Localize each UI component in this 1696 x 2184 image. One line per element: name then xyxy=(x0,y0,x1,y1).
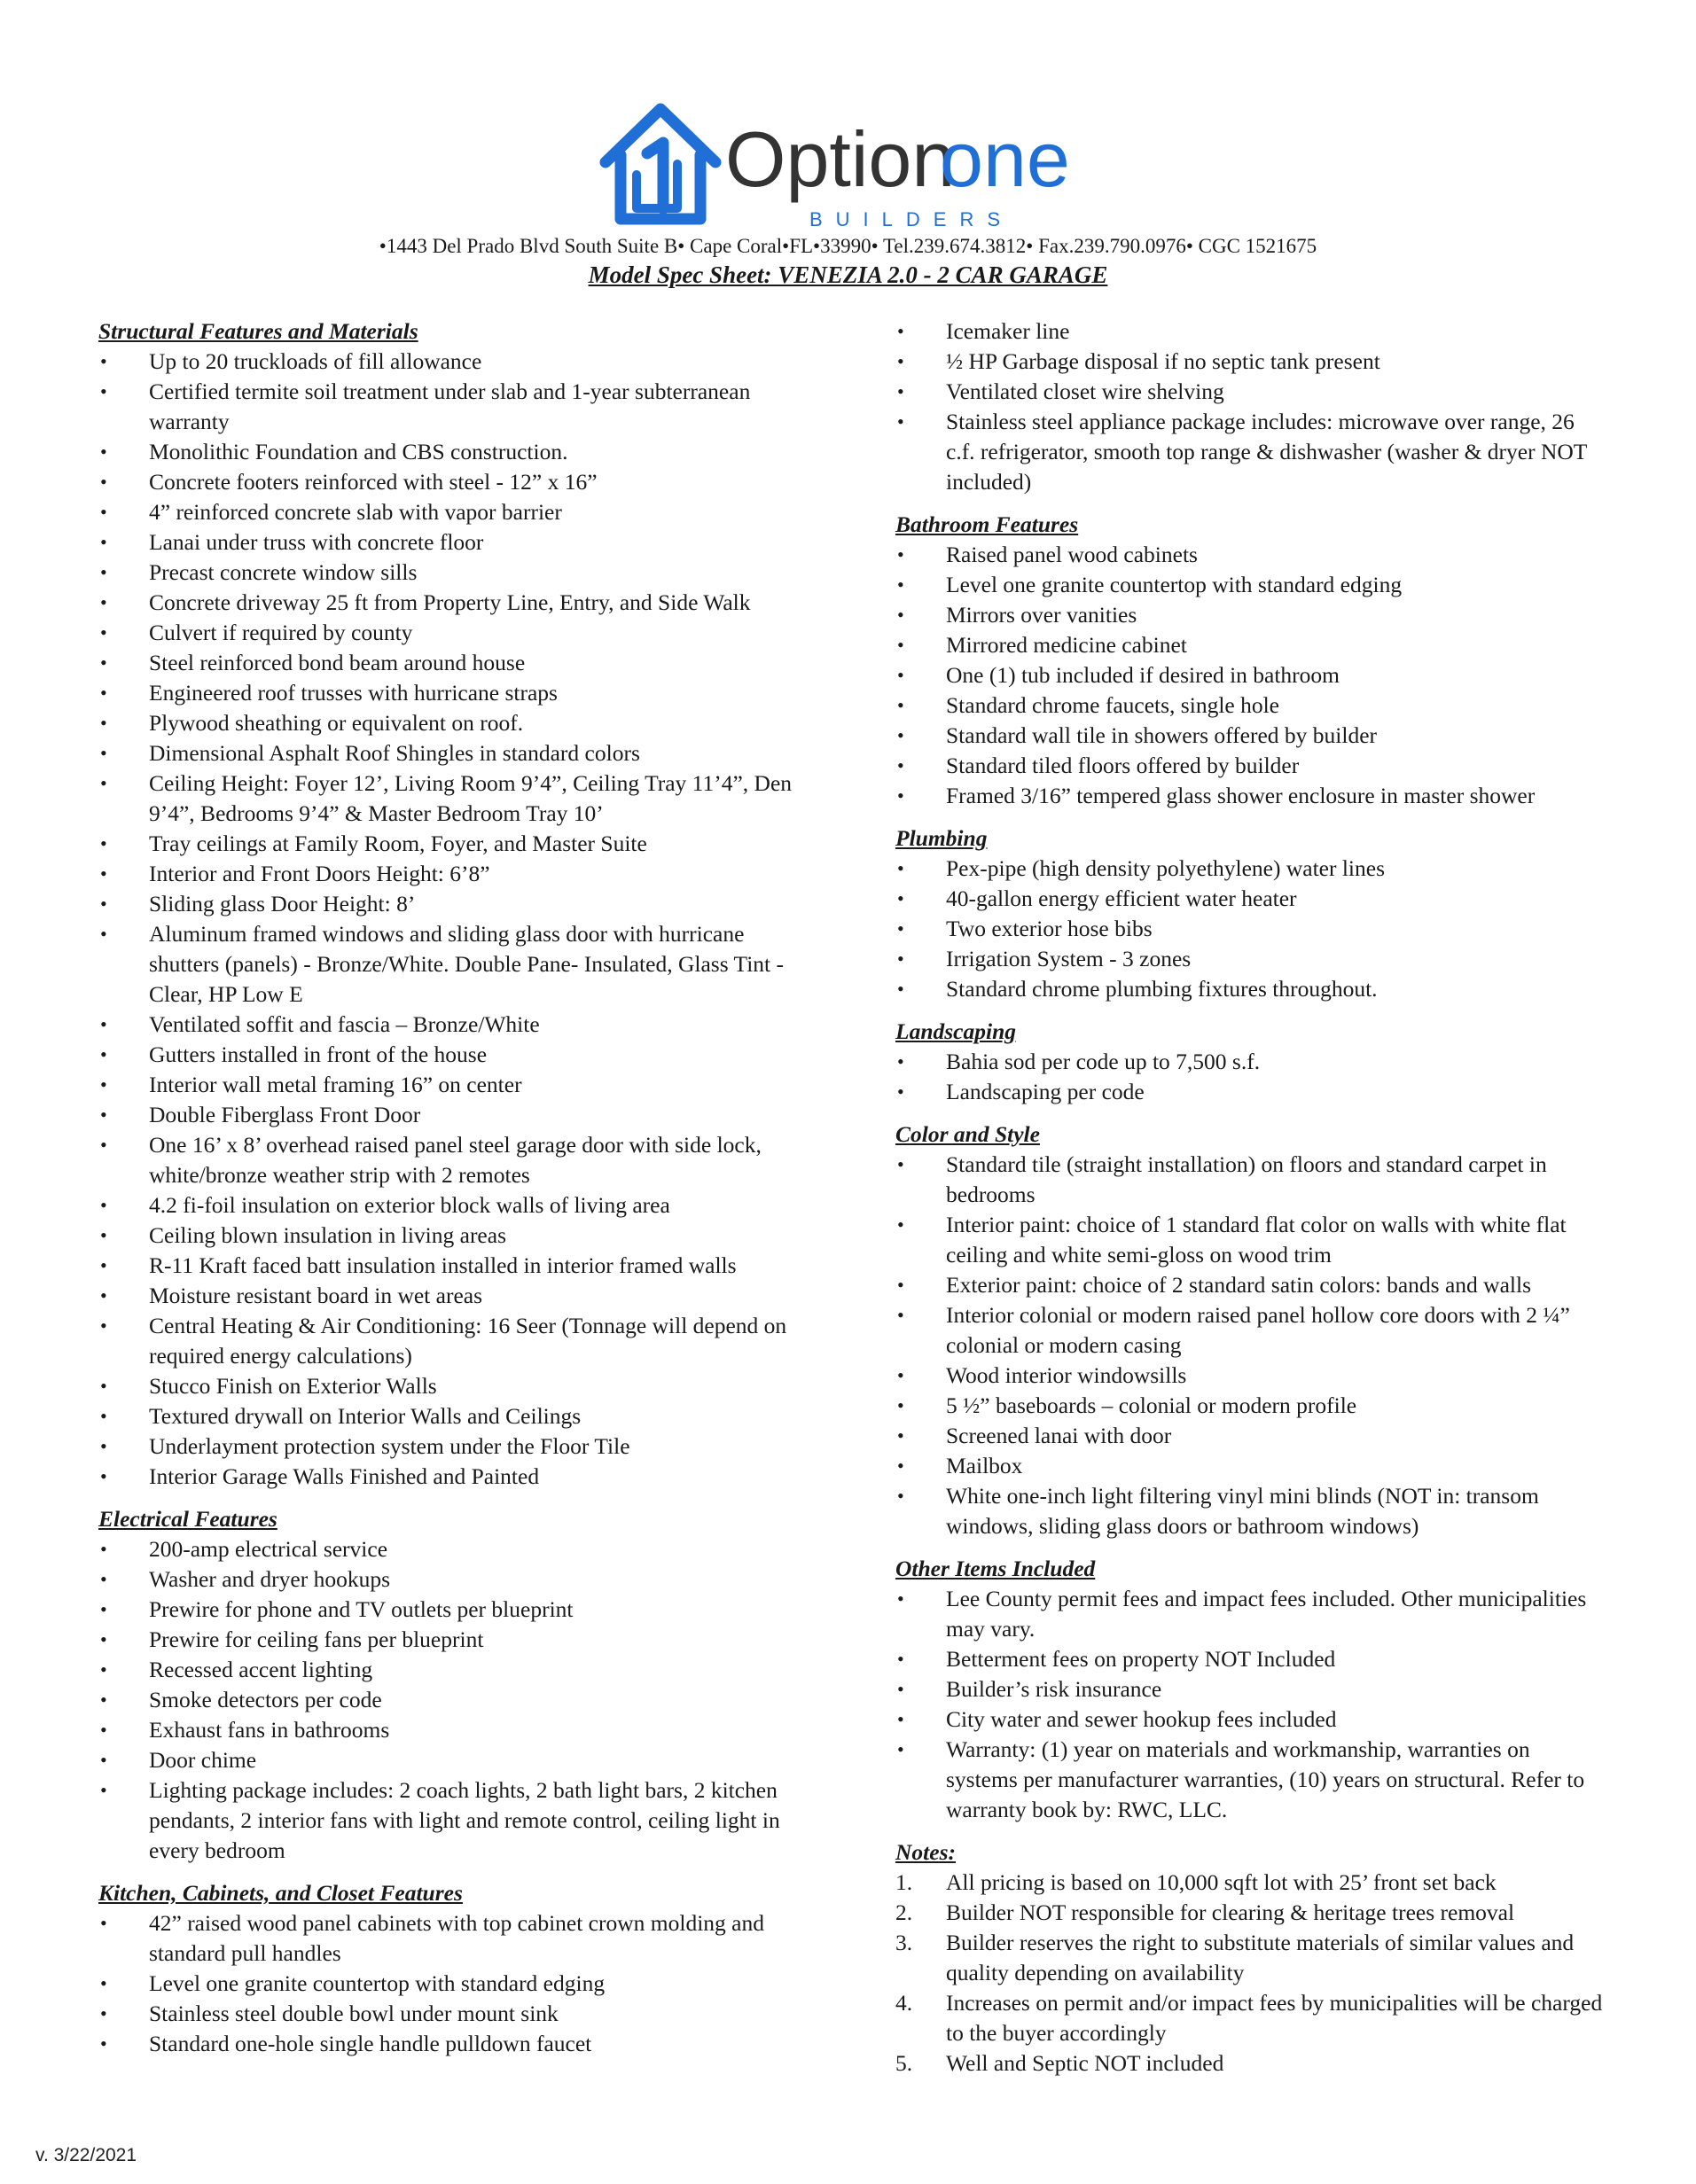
list-item: • Stainless steel appliance package includes: microwave over range, 26 c.f. refrigerator, smooth top range & dishwasher (washer & dryer NOT included) xyxy=(895,407,1605,497)
section-title-plumbing: Plumbing xyxy=(895,825,988,851)
note-number: 4. xyxy=(895,1990,913,2016)
brand-subtitle: BUILDERS xyxy=(809,208,1014,230)
list-item: • Ceiling blown insulation in living areas xyxy=(98,1221,808,1251)
list-item: • Standard one-hole single handle pulldown faucet xyxy=(98,2029,808,2059)
note-number: 1. xyxy=(895,1869,913,1895)
note-item xyxy=(895,1898,1605,1928)
note-text: All pricing is based on 10,000 sqft lot with 25’ front set back xyxy=(946,1869,1497,1895)
landscaping-list xyxy=(895,1047,1605,1107)
list-item: • Door chime xyxy=(98,1745,808,1775)
list-item: • Interior wall metal framing 16” on center xyxy=(98,1070,808,1100)
section-title-bathroom: Bathroom Features xyxy=(895,511,1079,537)
notes-list xyxy=(895,1868,1605,2079)
list-item: • 200-amp electrical service xyxy=(98,1534,808,1564)
section-title-electrical: Electrical Features xyxy=(98,1506,277,1532)
list-item: • Washer and dryer hookups xyxy=(98,1564,808,1595)
list-item: • Stucco Finish on Exterior Walls xyxy=(98,1371,808,1401)
list-item: • Dimensional Asphalt Roof Shingles in standard colors xyxy=(98,738,808,768)
version-label: v. 3/22/2021 xyxy=(35,2145,137,2165)
list-item: • One 16’ x 8’ overhead raised panel steel garage door with side lock, white/bronze weather strip with 2 remotes xyxy=(98,1130,808,1190)
list-item: • Two exterior hose bibs xyxy=(895,914,1605,944)
list-item: • Standard chrome faucets, single hole xyxy=(895,690,1605,721)
list-item: • Level one granite countertop with standard edging xyxy=(98,1969,808,1999)
list-item: • Culvert if required by county xyxy=(98,618,808,648)
left-column xyxy=(98,316,808,2071)
note-text: Well and Septic NOT included xyxy=(946,2050,1224,2076)
list-item: • Screened lanai with door xyxy=(895,1421,1605,1451)
list-item: • White one-inch light filtering vinyl mini blinds (NOT in: transom windows, sliding glass doors or bathroom windows) xyxy=(895,1481,1605,1541)
note-item xyxy=(895,1988,1605,2048)
list-item: • Up to 20 truckloads of fill allowance xyxy=(98,347,808,377)
list-item: • 5 ½” baseboards – colonial or modern profile xyxy=(895,1391,1605,1421)
list-item: • Icemaker line xyxy=(895,316,1605,347)
letterhead xyxy=(0,93,1696,350)
list-item: • Mirrors over vanities xyxy=(895,600,1605,630)
right-column xyxy=(895,316,1605,2091)
list-item: • 4” reinforced concrete slab with vapor barrier xyxy=(98,497,808,527)
list-item: • Interior paint: choice of 1 standard flat color on walls with white flat ceiling and white semi-gloss on wood trim xyxy=(895,1210,1605,1270)
list-item: • Standard tile (straight installation) on floors and standard carpet in bedrooms xyxy=(895,1150,1605,1210)
list-item: • Ventilated closet wire shelving xyxy=(895,377,1605,407)
list-item: • Landscaping per code xyxy=(895,1077,1605,1107)
kitchen-list-continued xyxy=(895,316,1605,497)
kitchen-list xyxy=(98,1908,808,2059)
list-item: • Interior and Front Doors Height: 6’8” xyxy=(98,859,808,889)
list-item: • Gutters installed in front of the house xyxy=(98,1040,808,1070)
list-item: • Recessed accent lighting xyxy=(98,1655,808,1685)
list-item: • Ceiling Height: Foyer 12’, Living Room 9’4”, Ceiling Tray 11’4”, Den 9’4”, Bedrooms 9’4” & Master Bedroom Tray 10’ xyxy=(98,768,808,829)
list-item: • Tray ceilings at Family Room, Foyer, and Master Suite xyxy=(98,829,808,859)
list-item: • Double Fiberglass Front Door xyxy=(98,1100,808,1130)
list-item: • Stainless steel double bowl under mount sink xyxy=(98,1999,808,2029)
list-item: • Textured drywall on Interior Walls and Ceilings xyxy=(98,1401,808,1431)
note-number: 5. xyxy=(895,2050,913,2076)
note-text: Builder NOT responsible for clearing & heritage trees removal xyxy=(946,1899,1515,1925)
company-address: •1443 Del Prado Blvd South Suite B• Cape Coral•FL•33990• Tel.239.674.3812• Fax.239.790.0976• CGC 1521675 xyxy=(379,235,1317,257)
list-item: • 42” raised wood panel cabinets with top cabinet crown molding and standard pull handles xyxy=(98,1908,808,1969)
list-item: • R-11 Kraft faced batt insulation installed in interior framed walls xyxy=(98,1251,808,1281)
section-title-other-items: Other Items Included xyxy=(895,1556,1096,1581)
list-item: • Lanai under truss with concrete floor xyxy=(98,527,808,558)
note-number: 2. xyxy=(895,1899,913,1925)
list-item: • Monolithic Foundation and CBS construction. xyxy=(98,437,808,467)
list-item: • Standard tiled floors offered by builder xyxy=(895,751,1605,781)
list-item: • Irrigation System - 3 zones xyxy=(895,944,1605,974)
note-text: Builder reserves the right to substitute materials of similar values and quality depending on availability xyxy=(946,1930,1575,1985)
note-item xyxy=(895,2048,1605,2079)
section-title-landscaping: Landscaping xyxy=(895,1018,1017,1044)
brand-word-one: one xyxy=(940,115,1070,203)
list-item: • Smoke detectors per code xyxy=(98,1685,808,1715)
note-item xyxy=(895,1868,1605,1898)
list-item: • Steel reinforced bond beam around house xyxy=(98,648,808,678)
list-item: • Standard wall tile in showers offered by builder xyxy=(895,721,1605,751)
structural-list xyxy=(98,347,808,1492)
list-item: • Wood interior windowsills xyxy=(895,1361,1605,1391)
list-item: • Exterior paint: choice of 2 standard satin colors: bands and walls xyxy=(895,1270,1605,1300)
list-item: • Prewire for ceiling fans per blueprint xyxy=(98,1625,808,1655)
list-item: • Raised panel wood cabinets xyxy=(895,540,1605,570)
list-item: • Betterment fees on property NOT Included xyxy=(895,1644,1605,1674)
list-item: • One (1) tub included if desired in bathroom xyxy=(895,660,1605,690)
model-spec-title: Model Spec Sheet: VENEZIA 2.0 - 2 CAR GARAGE xyxy=(588,261,1108,288)
list-item: • Warranty: (1) year on materials and workmanship, warranties on systems per manufacturer warranties, (10) years on structural. Refer to warranty book by: RWC, LLC. xyxy=(895,1735,1605,1825)
list-item: • Aluminum framed windows and sliding glass door with hurricane shutters (panels) - Bronze/White. Double Pane- Insulated, Glass Tint - Clear, HP Low E xyxy=(98,919,808,1010)
bathroom-list xyxy=(895,540,1605,811)
list-item: • Concrete driveway 25 ft from Property Line, Entry, and Side Walk xyxy=(98,588,808,618)
section-title-color-style: Color and Style xyxy=(895,1121,1040,1147)
note-item xyxy=(895,1928,1605,1988)
brand-word-option: Option xyxy=(725,115,956,203)
section-title-notes: Notes: xyxy=(895,1839,956,1865)
list-item: • ½ HP Garbage disposal if no septic tank present xyxy=(895,347,1605,377)
list-item: • City water and sewer hookup fees included xyxy=(895,1704,1605,1735)
list-item: • Lee County permit fees and impact fees included. Other municipalities may vary. xyxy=(895,1584,1605,1644)
list-item: • Engineered roof trusses with hurricane straps xyxy=(98,678,808,708)
option-one-logo xyxy=(592,93,1124,235)
other-items-list xyxy=(895,1584,1605,1825)
section-title-kitchen: Kitchen, Cabinets, and Closet Features xyxy=(98,1880,463,1906)
list-item: • Interior Garage Walls Finished and Painted xyxy=(98,1462,808,1492)
list-item: • Pex-pipe (high density polyethylene) water lines xyxy=(895,854,1605,884)
section-title-structural: Structural Features and Materials xyxy=(98,318,418,344)
list-item: • Mailbox xyxy=(895,1451,1605,1481)
list-item: • Lighting package includes: 2 coach lights, 2 bath light bars, 2 kitchen pendants, 2 interior fans with light and remote control, ceiling light in every bedroom xyxy=(98,1775,808,1866)
list-item: • Standard chrome plumbing fixtures throughout. xyxy=(895,974,1605,1004)
list-item: • Prewire for phone and TV outlets per blueprint xyxy=(98,1595,808,1625)
house-icon xyxy=(606,109,715,219)
list-item: • Level one granite countertop with standard edging xyxy=(895,570,1605,600)
list-item: • 4.2 fi-foil insulation on exterior block walls of living area xyxy=(98,1190,808,1221)
list-item: • Plywood sheathing or equivalent on roof. xyxy=(98,708,808,738)
list-item: • Ventilated soffit and fascia – Bronze/White xyxy=(98,1010,808,1040)
list-item: • Central Heating & Air Conditioning: 16 Seer (Tonnage will depend on required energy calculations) xyxy=(98,1311,808,1371)
plumbing-list xyxy=(895,854,1605,1004)
list-item: • Underlayment protection system under the Floor Tile xyxy=(98,1431,808,1462)
list-item: • Certified termite soil treatment under slab and 1-year subterranean warranty xyxy=(98,377,808,437)
color-style-list xyxy=(895,1150,1605,1541)
list-item: • Builder’s risk insurance xyxy=(895,1674,1605,1704)
list-item: • Interior colonial or modern raised panel hollow core doors with 2 ¼” colonial or modern casing xyxy=(895,1300,1605,1361)
list-item: • Framed 3/16” tempered glass shower enclosure in master shower xyxy=(895,781,1605,811)
list-item: • 40-gallon energy efficient water heater xyxy=(895,884,1605,914)
list-item: • Concrete footers reinforced with steel - 12” x 16” xyxy=(98,467,808,497)
note-number: 3. xyxy=(895,1930,913,1955)
note-text: Increases on permit and/or impact fees by municipalities will be charged to the buyer accordingly xyxy=(946,1990,1603,2046)
electrical-list xyxy=(98,1534,808,1866)
list-item: • Sliding glass Door Height: 8’ xyxy=(98,889,808,919)
list-item: • Bahia sod per code up to 7,500 s.f. xyxy=(895,1047,1605,1077)
list-item: • Exhaust fans in bathrooms xyxy=(98,1715,808,1745)
list-item: • Mirrored medicine cabinet xyxy=(895,630,1605,660)
list-item: • Moisture resistant board in wet areas xyxy=(98,1281,808,1311)
list-item: • Precast concrete window sills xyxy=(98,558,808,588)
